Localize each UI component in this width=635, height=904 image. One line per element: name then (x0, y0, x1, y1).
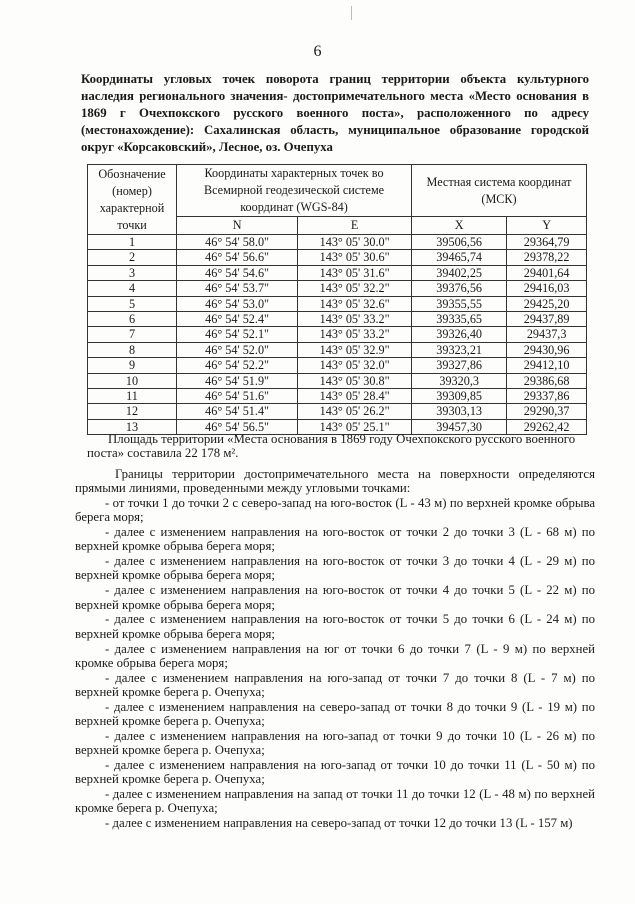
msk-y-cell: 29437,89 (507, 312, 587, 327)
msk-y-cell: 29430,96 (507, 342, 587, 357)
table-row (88, 389, 587, 404)
n-header: N (177, 217, 298, 235)
longitude-cell: 143° 05' 30.0" (298, 235, 412, 250)
page-number: 6 (313, 43, 322, 60)
boundary-segment: - далее с изменением направления на юго-запад от точки 7 до точки 8 (L - 7 м) по верхней кромке берега р. Очепуха; (75, 670, 595, 699)
point-number-cell: 8 (88, 342, 177, 357)
msk-x-cell: 39303,13 (412, 404, 507, 419)
msk-y-cell: 29425,20 (507, 296, 587, 311)
msk-x-cell: 39506,56 (412, 235, 507, 250)
latitude-cell: 46° 54' 53.7" (177, 281, 298, 296)
msk-x-cell: 39465,74 (412, 250, 507, 265)
msk-y-cell: 29386,68 (507, 373, 587, 388)
longitude-cell: 143° 05' 32.0" (298, 358, 412, 373)
table-row (88, 296, 587, 311)
msk-y-cell: 29337,86 (507, 389, 587, 404)
msk-x-cell: 39323,21 (412, 342, 507, 357)
point-number-cell: 2 (88, 250, 177, 265)
point-number-cell: 12 (88, 404, 177, 419)
latitude-cell: 46° 54' 52.2" (177, 358, 298, 373)
latitude-cell: 46° 54' 56.6" (177, 250, 298, 265)
table-row (88, 358, 587, 373)
document-heading: Координаты угловых точек поворота границ территории объекта культурного наследия регионального значения- достопримечательного места «Место основания в 1869 г Очехпокского русского военного поста», расположенного по адресу (местонахождение): Сахалинская область, муниципальное образование городской округ «Корсаковский», Лесное, оз. Очепуха (81, 72, 589, 154)
msk-y-cell: 29416,03 (507, 281, 587, 296)
longitude-cell: 143° 05' 30.6" (298, 250, 412, 265)
point-number-cell: 9 (88, 358, 177, 373)
latitude-cell: 46° 54' 51.4" (177, 404, 298, 419)
latitude-cell: 46° 54' 52.0" (177, 342, 298, 357)
msk-y-cell: 29262,42 (507, 419, 587, 434)
msk-y-cell: 29290,37 (507, 404, 587, 419)
point-number-cell: 3 (88, 265, 177, 280)
point-number-cell: 13 (88, 419, 177, 434)
boundary-description (75, 467, 595, 831)
coordinates-table (87, 164, 587, 435)
boundary-segment: - далее с изменением направления на северо-запад от точки 8 до точки 9 (L - 19 м) по верхней кромке берега р. Очепуха; (75, 699, 595, 728)
longitude-cell: 143° 05' 33.2" (298, 312, 412, 327)
longitude-cell: 143° 05' 33.2" (298, 327, 412, 342)
msk-header: Местная система координат (МСК) (412, 165, 587, 217)
latitude-cell: 46° 54' 56.5" (177, 419, 298, 434)
latitude-cell: 46° 54' 52.1" (177, 327, 298, 342)
boundary-segment: - далее с изменением направления на юг от точки 6 до точки 7 (L - 9 м) по верхней кромке обрыва берега моря; (75, 641, 595, 670)
longitude-cell: 143° 05' 30.8" (298, 373, 412, 388)
point-number-cell: 7 (88, 327, 177, 342)
coordinates-table-body (88, 235, 587, 435)
table-row (88, 404, 587, 419)
point-number-cell: 4 (88, 281, 177, 296)
boundary-intro: Границы территории достопримечательного места на поверхности определяются прямыми линиями, проведенными между угловыми точками: (75, 467, 595, 496)
msk-x-cell: 39309,85 (412, 389, 507, 404)
point-number-cell: 10 (88, 373, 177, 388)
boundary-segment: - далее с изменением направления на запад от точки 11 до точки 12 (L - 48 м) по верхней кромке берега р. Очепуха; (75, 787, 595, 816)
table-row (88, 235, 587, 250)
e-header: E (298, 217, 412, 235)
msk-x-cell: 39320,3 (412, 373, 507, 388)
table-row (88, 373, 587, 388)
msk-x-cell: 39355,55 (412, 296, 507, 311)
latitude-cell: 46° 54' 51.6" (177, 389, 298, 404)
boundary-segment: - далее с изменением направления на юго-восток от точки 3 до точки 4 (L - 29 м) по верхней кромке обрыва берега моря; (75, 554, 595, 583)
table-row (88, 265, 587, 280)
msk-x-cell: 39376,56 (412, 281, 507, 296)
area-note: Площадь территории «Места основания в 1869 году Очехпокского русского военного поста» составила 22 178 м². (87, 432, 576, 460)
msk-x-cell: 39457,30 (412, 419, 507, 434)
boundary-segment: - далее с изменением направления на юго-восток от точки 2 до точки 3 (L - 68 м) по верхней кромке обрыва берега моря; (75, 525, 595, 554)
msk-x-cell: 39402,25 (412, 265, 507, 280)
table-row (88, 327, 587, 342)
msk-y-cell: 29437,3 (507, 327, 587, 342)
boundary-segment: - далее с изменением направления на юго-запад от точки 9 до точки 10 (L - 26 м) по верхней кромке берега р. Очепуха; (75, 728, 595, 758)
longitude-cell: 143° 05' 26.2" (298, 404, 412, 419)
latitude-cell: 46° 54' 54.6" (177, 265, 298, 280)
latitude-cell: 46° 54' 53.0" (177, 296, 298, 311)
msk-y-cell: 29364,79 (507, 235, 587, 250)
point-header: Обозначение (номер) характерной точки (88, 165, 177, 235)
longitude-cell: 143° 05' 32.6" (298, 296, 412, 311)
point-number-cell: 1 (88, 235, 177, 250)
table-row (88, 342, 587, 357)
latitude-cell: 46° 54' 52.4" (177, 312, 298, 327)
longitude-cell: 143° 05' 28.4" (298, 389, 412, 404)
point-number-cell: 11 (88, 389, 177, 404)
boundary-segment: - от точки 1 до точки 2 с северо-запад на юго-восток (L - 43 м) по верхней кромке обрыва берега моря; (75, 496, 595, 525)
boundary-segment: - далее с изменением направления на северо-запад от точки 12 до точки 13 (L - 157 м) (105, 816, 573, 831)
wgs-header: Координаты характерных точек во Всемирной геодезической системе координат (WGS-84) (177, 165, 412, 217)
longitude-cell: 143° 05' 32.9" (298, 342, 412, 357)
boundary-segment: - далее с изменением направления на юго-восток от точки 4 до точки 5 (L - 22 м) по верхней кромке обрыва берега моря; (75, 583, 595, 612)
longitude-cell: 143° 05' 31.6" (298, 265, 412, 280)
y-header: Y (507, 217, 587, 235)
boundary-segment: - далее с изменением направления на юго-запад от точки 10 до точки 11 (L - 50 м) по верхней кромке берега р. Очепуха; (75, 757, 595, 787)
msk-y-cell: 29378,22 (507, 250, 587, 265)
scan-artifact (351, 6, 352, 20)
longitude-cell: 143° 05' 32.2" (298, 281, 412, 296)
latitude-cell: 46° 54' 58.0" (177, 235, 298, 250)
msk-x-cell: 39326,40 (412, 327, 507, 342)
point-number-cell: 5 (88, 296, 177, 311)
msk-y-cell: 29412,10 (507, 358, 587, 373)
x-header: X (412, 217, 507, 235)
msk-y-cell: 29401,64 (507, 265, 587, 280)
table-row (88, 312, 587, 327)
table-row (88, 250, 587, 265)
boundary-segment-list (75, 496, 595, 830)
table-row (88, 281, 587, 296)
latitude-cell: 46° 54' 51.9" (177, 373, 298, 388)
msk-x-cell: 39327,86 (412, 358, 507, 373)
msk-x-cell: 39335,65 (412, 312, 507, 327)
point-number-cell: 6 (88, 312, 177, 327)
boundary-segment: - далее с изменением направления на юго-восток от точки 5 до точки 6 (L - 24 м) по верхней кромке обрыва берега моря; (75, 612, 595, 641)
longitude-cell: 143° 05' 25.1" (298, 419, 412, 434)
